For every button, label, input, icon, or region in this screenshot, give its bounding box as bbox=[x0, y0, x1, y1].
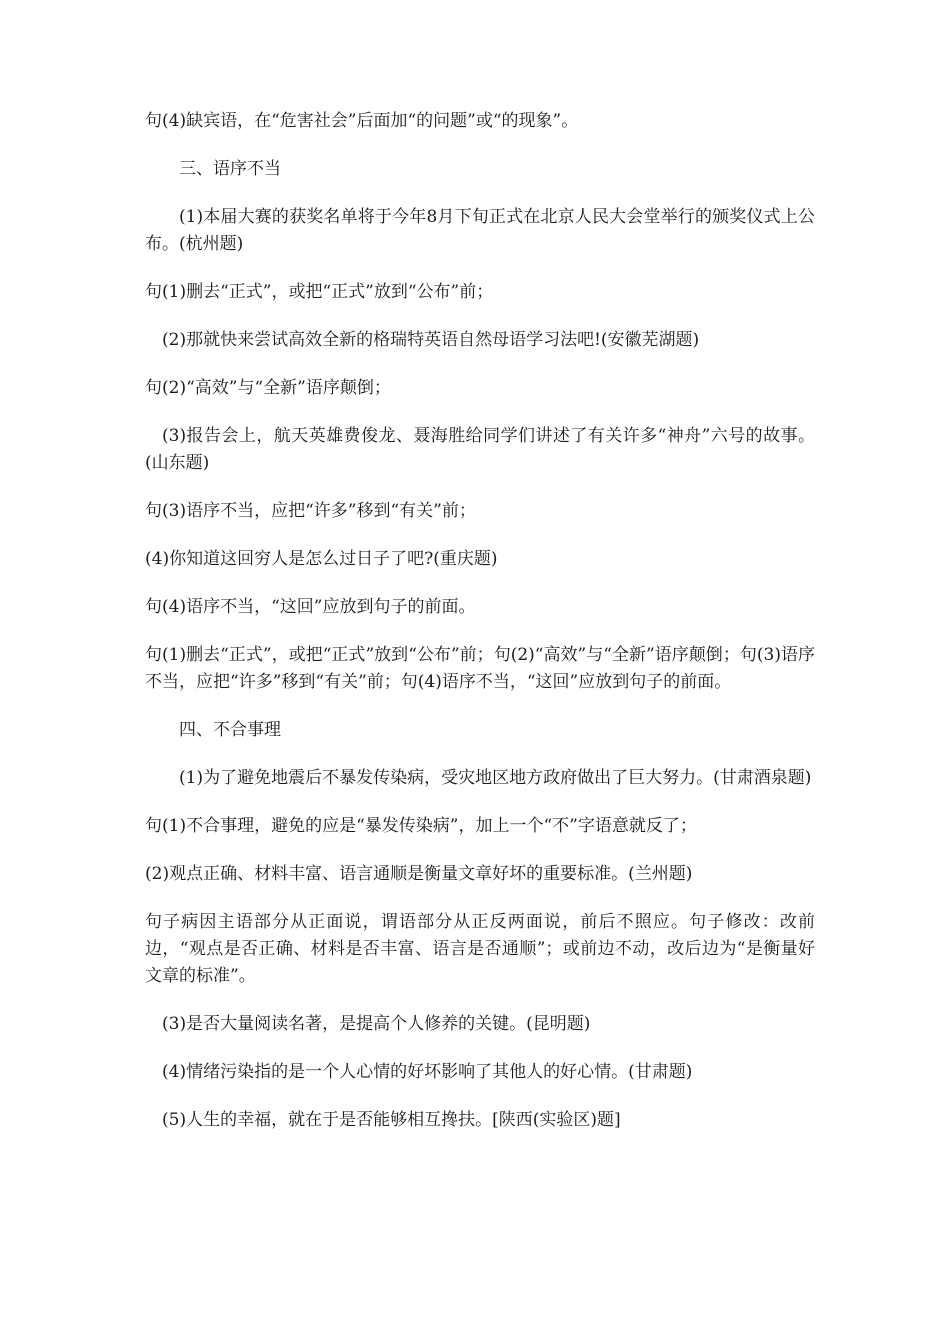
example-sentence: (2)那就快来尝试高效全新的格瑞特英语自然母语学习法吧!(安徽芜湖题) bbox=[162, 330, 700, 350]
example-sentence: (1)本届大赛的获奖名单将于今年8月下旬正式在北京人民大会堂举行的颁奖仪式上公布。(杭州题) bbox=[145, 207, 815, 254]
answer-paragraph: 句(1)删去“正式”，或把“正式”放到“公布”前； bbox=[145, 282, 494, 302]
example-sentence: (3)是否大量阅读名著，是提高个人修养的关键。(昆明题) bbox=[162, 1014, 591, 1034]
example-sentence: (3)报告会上，航天英雄费俊龙、聂海胜给同学们讲述了有关许多“神舟”六号的故事。(山东题) bbox=[145, 426, 815, 473]
example-sentence: (4)你知道这回穷人是怎么过日子了吧?(重庆题) bbox=[145, 549, 498, 569]
document-page bbox=[145, 108, 815, 1155]
section-heading-word-order: 三、语序不当 bbox=[179, 159, 281, 179]
example-sentence: (4)情绪污染指的是一个人心情的好坏影响了其他人的好心情。(甘肃题) bbox=[162, 1062, 693, 1082]
answer-paragraph: 句(2)“高效”与“全新”语序颠倒； bbox=[145, 378, 391, 398]
answer-paragraph: 句(4)缺宾语，在“危害社会”后面加“的问题”或“的现象”。 bbox=[145, 111, 579, 131]
example-sentence: (2)观点正确、材料丰富、语言通顺是衡量文章好坏的重要标准。(兰州题) bbox=[145, 864, 693, 884]
answer-paragraph: 句(4)语序不当，“这回”应放到句子的前面。 bbox=[145, 597, 476, 617]
example-sentence: (5)人生的幸福，就在于是否能够相互搀扶。[陕西(实验区)题] bbox=[162, 1110, 621, 1130]
answer-paragraph: 句(1)不合事理，避免的应是“暴发传染病”，加上一个“不”字语意就反了； bbox=[145, 816, 697, 836]
summary-paragraph: 句(1)删去“正式”，或把“正式”放到“公布”前；句(2)“高效”与“全新”语序颠倒；句(3)语序不当，应把“许多”移到“有关”前；句(4)语序不当，“这回”应放到句子的前面。 bbox=[145, 645, 815, 692]
answer-paragraph: 句子病因主语部分从正面说，谓语部分从正反两面说，前后不照应。句子修改：改前边，“观点是否正确、材料是否丰富、语言是否通顺”；或前边不动，改后边为“是衡量好文章的标准”。 bbox=[145, 912, 815, 986]
example-sentence: (1)为了避免地震后不暴发传染病，受灾地区地方政府做出了巨大努力。(甘肃酒泉题) bbox=[179, 768, 812, 788]
answer-paragraph: 句(3)语序不当，应把“许多”移到“有关”前； bbox=[145, 501, 476, 521]
section-heading-illogical: 四、不合事理 bbox=[179, 720, 281, 740]
